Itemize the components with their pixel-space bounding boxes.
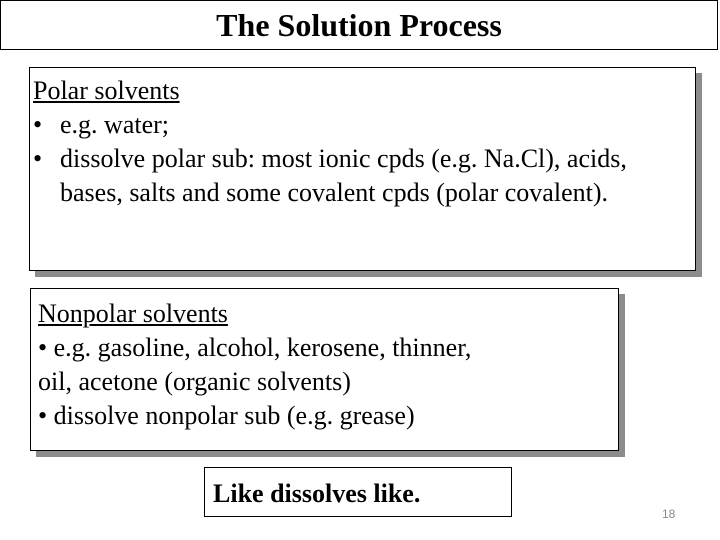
bullet-icon: • [33, 144, 43, 173]
list-item [33, 108, 695, 142]
polar-bullet-text: e.g. water; [60, 110, 170, 139]
like-dissolves-like-text: Like dissolves like. [213, 479, 421, 508]
title-bar [0, 0, 718, 50]
polar-solvents-list [33, 108, 695, 210]
polar-solvents-heading: Polar solvents [33, 76, 180, 105]
nonpolar-solvents-heading: Nonpolar solvents [38, 299, 228, 328]
nonpolar-solvents-box [30, 288, 619, 451]
nonpolar-line: • e.g. gasoline, alcohol, kerosene, thinner, [38, 333, 472, 362]
like-dissolves-like-box [204, 467, 512, 517]
nonpolar-line: • dissolve nonpolar sub (e.g. grease) [38, 401, 415, 430]
polar-solvents-box [29, 67, 696, 271]
list-item [33, 142, 695, 210]
slide-number: 18 [662, 507, 676, 521]
polar-bullet-text: dissolve polar sub: most ionic cpds (e.g. Na.Cl), acids, bases, salts and some covalent cpds (polar covalent). [60, 144, 627, 207]
bullet-icon: • [33, 110, 43, 139]
slide-title: The Solution Process [216, 7, 502, 43]
nonpolar-line: oil, acetone (organic solvents) [38, 367, 351, 396]
